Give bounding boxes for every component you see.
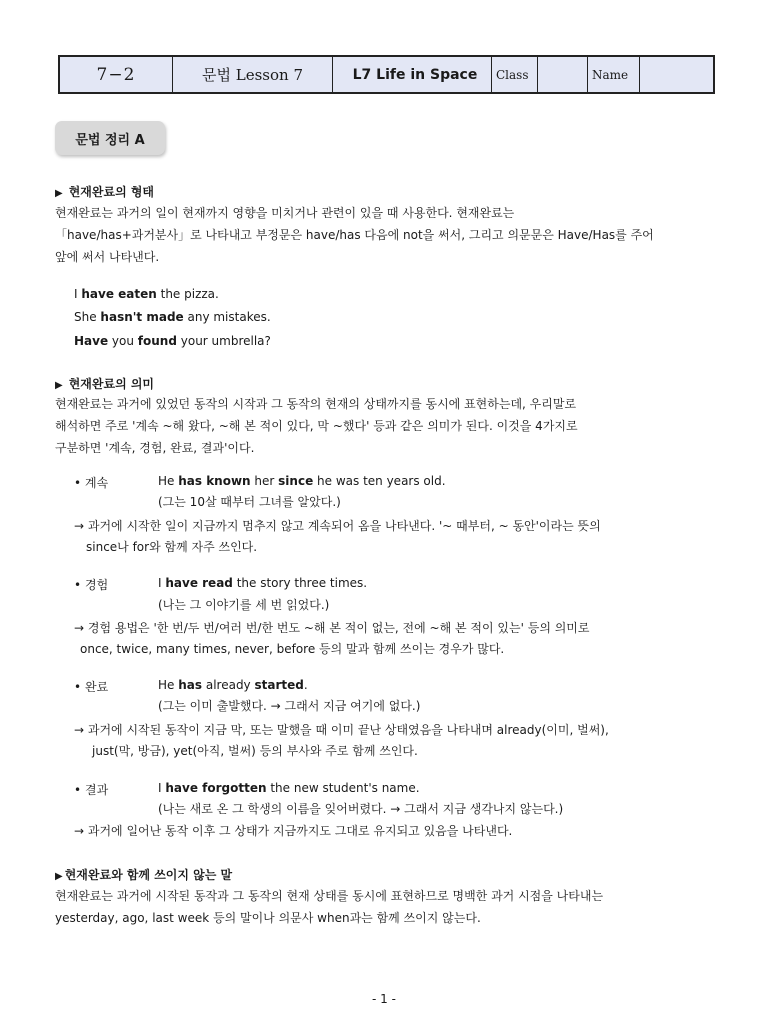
- class-label: Class: [492, 57, 538, 92]
- unit-number: 7−2: [60, 57, 173, 92]
- form-line-2: 「have/has+과거분사」로 나타내고 부정문은 have/has 다음에 not을 써서, 그리고 의문문은 Have/Has를 주어: [55, 228, 654, 242]
- subject-lesson: 문법 Lesson 7: [173, 57, 333, 92]
- form-line-3: 앞에 써서 나타낸다.: [55, 250, 160, 264]
- use-title-continuation: 계속: [85, 476, 109, 490]
- page-number: - 1 -: [372, 992, 396, 1006]
- class-field[interactable]: [538, 57, 588, 92]
- meaning-description: [55, 393, 715, 459]
- use-note-completion-2: just(막, 방금), yet(아직, 벌써) 등의 부사와 주로 함께 쓰인다.: [92, 744, 418, 758]
- use-title-experience: 경험: [85, 578, 109, 592]
- use-example-experience: I have read the story three times.: [158, 576, 368, 590]
- use-note-continuation-2: since나 for와 함께 자주 쓰인다.: [86, 540, 258, 554]
- bullet-icon: •: [74, 783, 82, 797]
- not-used-description: [55, 885, 715, 929]
- name-field[interactable]: [640, 57, 713, 92]
- use-title-result: 결과: [85, 783, 109, 797]
- use-translation-completion: (그는 이미 출발했다. → 그래서 지금 여기에 없다.): [158, 699, 421, 713]
- use-note-continuation-1: → 과거에 시작한 일이 지금까지 멈추지 않고 계속되어 옴을 나타낸다. '~ 때부터, ~ 동안'이라는 뜻의: [74, 519, 601, 533]
- meaning-line-3: 구분하면 '계속, 경험, 완료, 결과'이다.: [55, 441, 255, 455]
- meaning-heading: [55, 375, 154, 392]
- triangle-icon: ▶: [55, 871, 63, 882]
- bullet-icon: •: [74, 578, 82, 592]
- meaning-line-1: 현재완료는 과거에 있었던 동작의 시작과 그 동작의 현재의 상태까지를 동시에 표현하는데, 우리말로: [55, 397, 577, 411]
- form-heading-text: 현재완료의 형태: [68, 185, 155, 199]
- use-translation-continuation: (그는 10살 때부터 그녀를 알았다.): [158, 495, 341, 509]
- use-translation-result: (나는 새로 온 그 학생의 이름을 잊어버렸다. → 그래서 지금 생각나지 않는다.): [158, 802, 564, 816]
- use-example-continuation: He has known her since he was ten years old.: [158, 474, 446, 488]
- bullet-icon: •: [74, 476, 82, 490]
- use-example-completion: He has already started.: [158, 678, 308, 692]
- not-used-heading-text: 현재완료와 함께 쓰이지 않는 말: [64, 868, 233, 882]
- form-heading: [55, 183, 154, 200]
- lesson-header-table: [58, 55, 715, 94]
- not-used-line-2: yesterday, ago, last week 등의 말이나 의문사 when과는 함께 쓰이지 않는다.: [55, 911, 481, 925]
- not-used-line-1: 현재완료는 과거에 시작된 동작과 그 동작의 현재 상태를 동시에 표현하므로 명백한 과거 시점을 나타내는: [55, 889, 604, 903]
- triangle-icon: ▶: [55, 188, 63, 199]
- section-badge: 문법 정리 A: [55, 121, 165, 155]
- use-example-result: I have forgotten the new student's name.: [158, 781, 420, 795]
- example-sentence-1: I have eaten the pizza.: [74, 287, 219, 301]
- example-sentence-2: She hasn't made any mistakes.: [74, 310, 271, 324]
- use-note-completion-1: → 과거에 시작된 동작이 지금 막, 또는 말했을 때 이미 끝난 상태였음을 나타내며 already(이미, 벌써),: [74, 723, 609, 737]
- name-label: Name: [588, 57, 640, 92]
- example-sentence-3: Have you found your umbrella?: [74, 334, 271, 348]
- meaning-line-2: 해석하면 주로 '계속 ~해 왔다, ~해 본 적이 있다, 막 ~했다' 등과 같은 의미가 된다. 이것을 4가지로: [55, 419, 578, 433]
- lesson-title: L7 Life in Space: [333, 57, 492, 92]
- use-note-result-1: → 과거에 일어난 동작 이후 그 상태가 지금까지도 그대로 유지되고 있음을 나타낸다.: [74, 824, 513, 838]
- form-line-1: 현재완료는 과거의 일이 현재까지 영향을 미치거나 관련이 있을 때 사용한다. 현재완료는: [55, 206, 515, 220]
- use-translation-experience: (나는 그 이야기를 세 번 읽었다.): [158, 598, 330, 612]
- bullet-icon: •: [74, 680, 82, 694]
- use-note-experience-2: once, twice, many times, never, before 등의 말과 함께 쓰이는 경우가 많다.: [80, 642, 505, 656]
- use-note-experience-1: → 경험 용법은 '한 번/두 번/여러 번/한 번도 ~해 본 적이 없는, 전에 ~해 본 적이 있는' 등의 의미로: [74, 621, 590, 635]
- meaning-heading-text: 현재완료의 의미: [68, 377, 155, 391]
- use-title-completion: 완료: [85, 680, 109, 694]
- triangle-icon: ▶: [55, 380, 63, 391]
- not-used-heading: [55, 866, 232, 883]
- form-description: [55, 202, 715, 268]
